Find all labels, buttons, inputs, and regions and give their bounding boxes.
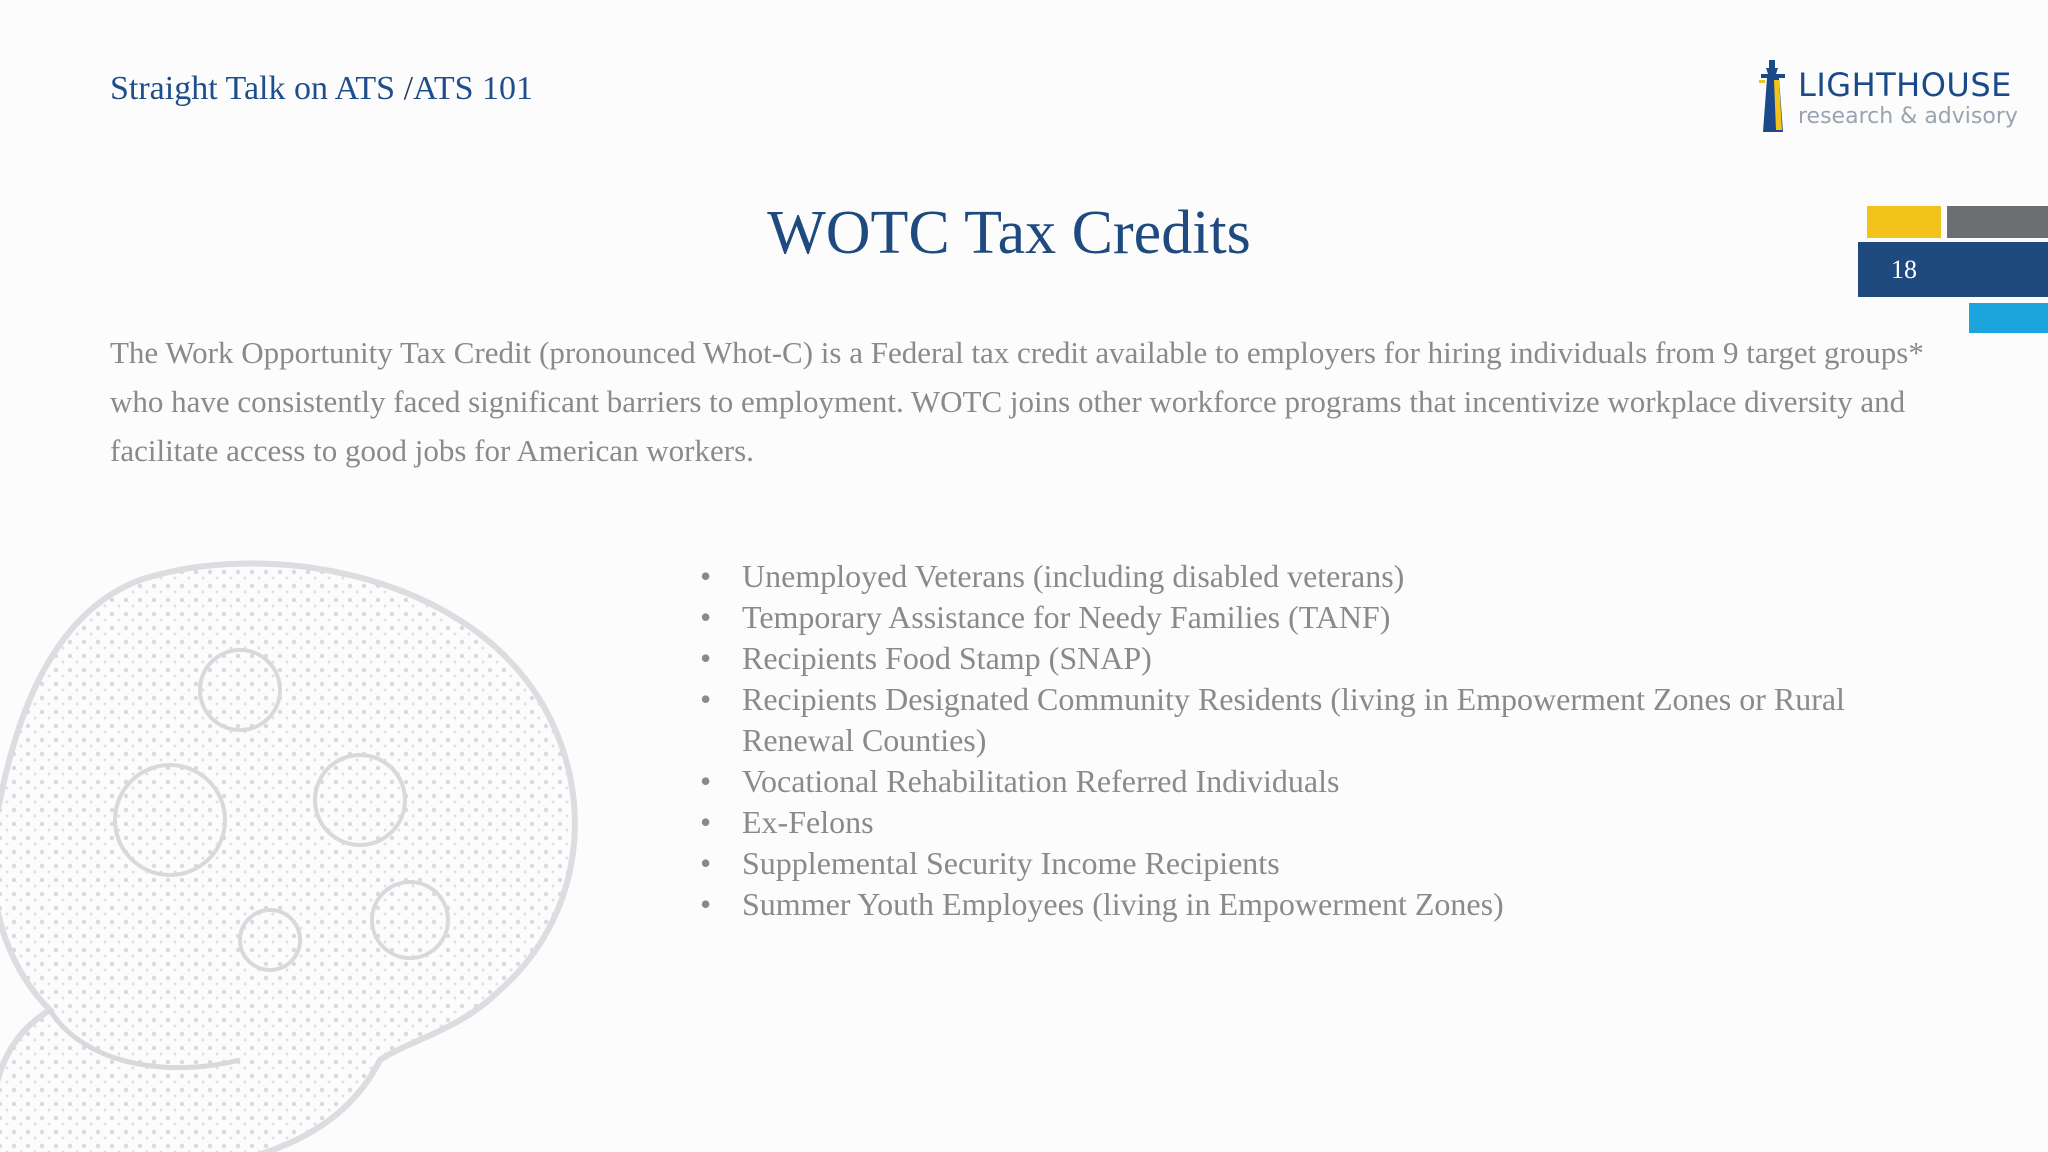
list-item: • Supplemental Security Income Recipients bbox=[700, 843, 1940, 884]
list-item: • Recipients Designated Community Residents (living in Empowerment Zones or Rural Renewal Counties) bbox=[700, 679, 1940, 761]
logo-wordmark: LIGHTHOUSE bbox=[1798, 66, 2012, 104]
series-title: Straight Talk on ATS bbox=[110, 70, 396, 107]
deck-header bbox=[110, 70, 533, 108]
header-separator: / bbox=[403, 70, 414, 107]
page-number: 18 bbox=[1891, 255, 1917, 284]
accent-block-cyan bbox=[1969, 303, 2048, 333]
list-item: • Ex-Felons bbox=[700, 802, 1940, 843]
list-item: • Summer Youth Employees (living in Empowerment Zones) bbox=[700, 884, 1940, 925]
fossil-watermark-image bbox=[0, 540, 660, 1152]
list-item: • Temporary Assistance for Needy Families (TANF) bbox=[700, 597, 1940, 638]
intro-paragraph: The Work Opportunity Tax Credit (pronounced Whot-C) is a Federal tax credit available to employers for hiring individuals from 9 target groups* who have consistently faced significant barriers to employment. WOTC joins other workforce programs that incentivize workplace diversity and facilitate access to good jobs for American workers. bbox=[110, 335, 1924, 468]
lighthouse-icon bbox=[1758, 58, 1788, 134]
slide-title: WOTC Tax Credits bbox=[767, 199, 1251, 267]
series-subtitle: ATS 101 bbox=[413, 70, 533, 107]
lighthouse-logo bbox=[1758, 58, 2024, 134]
logo-tagline: research & advisory bbox=[1798, 104, 2018, 129]
list-item: • Unemployed Veterans (including disabled veterans) bbox=[700, 556, 1940, 597]
list-item: • Vocational Rehabilitation Referred Individuals bbox=[700, 761, 1940, 802]
list-item: • Recipients Food Stamp (SNAP) bbox=[700, 638, 1940, 679]
target-groups-list bbox=[700, 556, 1940, 925]
